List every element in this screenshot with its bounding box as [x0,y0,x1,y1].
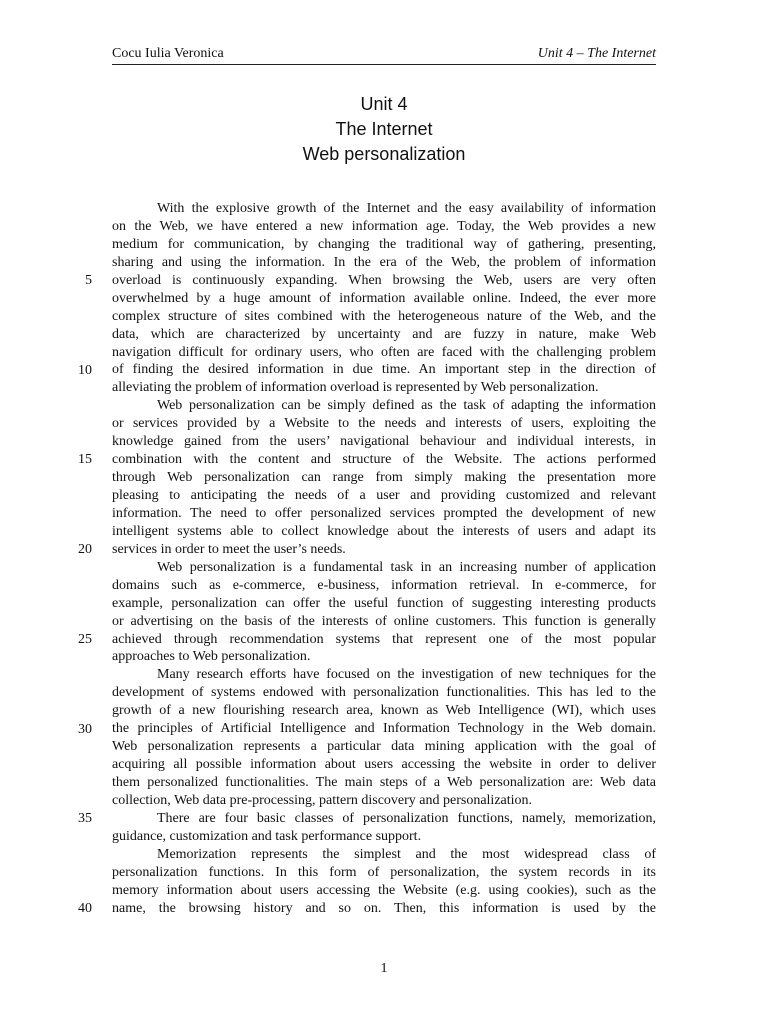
text-line: sharing and using the information. In the era of the Web, the problem of information [112,254,656,270]
text-line: Web personalization is a fundamental task in an increasing number of application [157,559,656,575]
text-line: of finding the desired information in due time. An important step in the direction of [112,362,656,378]
topic-title: The Internet [335,119,433,139]
line-number: 15 [78,452,92,468]
text-line: through Web personalization can range from simply making the presentation more [112,470,656,486]
text-line: intelligent systems able to collect knowledge about the interests of users and adapt its [112,523,656,539]
line-number: 20 [78,542,92,558]
text-line: overload is continuously expanding. When browsing the Web, users are very often [112,272,656,288]
text-line: Web personalization represents a particular data mining application with the goal of [112,739,656,755]
text-line: combination with the content and structure of the Website. The actions performed [112,452,656,468]
line-number: 10 [78,362,92,378]
text-line: or services provided by a Website to the needs and interests of users, exploiting the [112,416,656,432]
text-line: alleviating the problem of information overload is represented by Web personalization. [112,380,599,396]
text-line: achieved through recommendation systems that represent one of the most popular [112,631,656,647]
text-line: on the Web, we have entered a new information age. Today, the Web provides a new [112,218,656,234]
text-line: growth of a new flourishing research area, known as Web Intelligence (WI), which uses [112,703,656,719]
page-number: 1 [380,961,388,976]
text-line: memory information about users accessing the Website (e.g. using cookies), such as the [112,882,656,898]
line-number: 5 [85,272,92,288]
text-line: them personalized functionalities. The main steps of a Web personalization are: Web data [112,775,656,790]
text-line: development of systems endowed with personalization functionalities. This has led to the [112,685,656,701]
text-line: medium for communication, by changing the traditional way of gathering, presenting, [112,236,656,252]
section-title: Web personalization [302,144,466,164]
text-line: the principles of Artificial Intelligence and Information Technology in the Web domain. [112,721,656,737]
text-line: knowledge gained from the users’ navigational behaviour and individual interests, in [112,434,656,450]
line-number: 30 [78,721,92,737]
line-number: 35 [78,811,92,827]
header-divider [112,64,656,65]
text-line: overwhelmed by a huge amount of information available online. Indeed, the ever more [112,290,656,306]
body-text [112,200,656,918]
text-line: Web personalization can be simply defined as the task of adapting the information [157,398,656,414]
text-line: approaches to Web personalization. [112,649,311,665]
text-line: pleasing to anticipating the needs of a user and providing customized and relevant [112,488,656,503]
unit-title: Unit 4 [360,94,408,114]
text-line: services in order to meet the user’s needs. [112,541,346,557]
text-line: example, personalization can offer the useful function of suggesting interesting products [112,595,656,611]
text-line: Many research efforts have focused on the investigation of new techniques for the [157,667,656,683]
text-line: name, the browsing history and so on. Then, this information is used by the [112,900,656,916]
text-line: personalization functions. In this form of personalization, the system records in its [112,864,656,880]
text-line: data, which are characterized by uncertainty and are fuzzy in nature, make Web [112,326,656,342]
header-author: Cocu Iulia Veronica [112,46,224,61]
text-line: or advertising on the basis of the interests of online customers. This function is generally [112,613,656,629]
line-number: 40 [78,901,92,917]
text-line: acquiring all possible information about users accessing the website in order to deliver [112,757,656,773]
text-line: With the explosive growth of the Internet and the easy availability of information [157,201,656,216]
text-line: navigation difficult for ordinary users, who often are faced with the challenging problem [112,344,656,360]
line-number: 25 [78,631,92,647]
text-line: information. The need to offer personalized services prompted the development of new [112,505,656,521]
text-line: collection, Web data pre-processing, pattern discovery and personalization. [112,792,533,808]
header-unit: Unit 4 – The Internet [537,46,656,61]
text-line: There are four basic classes of personalization functions, namely, memorization, [157,810,656,826]
text-line: Memorization represents the simplest and the most widespread class of [157,846,656,862]
text-line: complex structure of sites combined with the heterogeneous nature of the Web, and the [112,308,656,324]
text-line: domains such as e-commerce, e-business, information retrieval. In e-commerce, for [112,577,656,593]
text-line: guidance, customization and task performance support. [112,828,422,844]
